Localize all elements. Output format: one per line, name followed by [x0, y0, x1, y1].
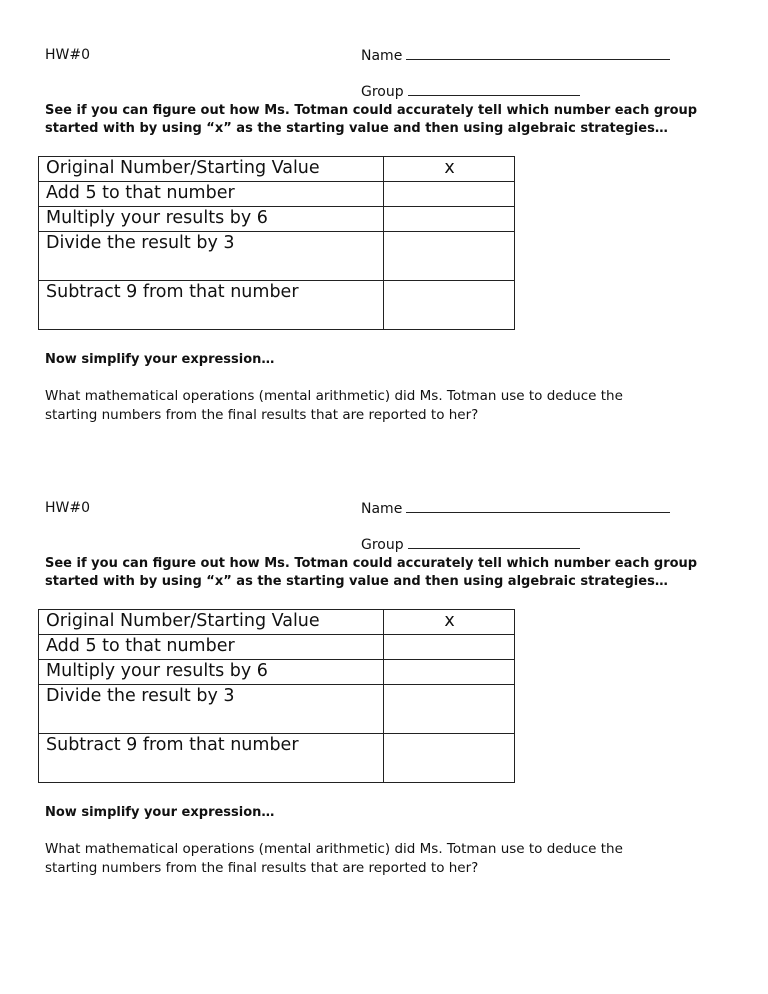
name-label: Name [361, 48, 403, 64]
table-row [39, 182, 515, 207]
instructions [45, 555, 745, 591]
step-cell: Divide the result by 3 [39, 232, 384, 281]
group-blank-line[interactable] [408, 83, 580, 96]
name-blank-line[interactable] [406, 500, 670, 513]
step-cell: Divide the result by 3 [39, 685, 384, 734]
name-field [361, 500, 670, 517]
value-cell[interactable] [384, 281, 515, 330]
step-cell: Original Number/Starting Value [39, 157, 384, 182]
instructions [45, 102, 745, 138]
instructions-line-1: See if you can figure out how Ms. Totman could accurately tell which number each group [45, 103, 698, 118]
step-cell: Subtract 9 from that number [39, 281, 384, 330]
table-row [39, 232, 515, 281]
value-cell[interactable] [384, 635, 515, 660]
question [45, 840, 745, 878]
question-line-1: What mathematical operations (mental arithmetic) did Ms. Totman use to deduce the [45, 388, 623, 404]
worksheet-section-2 [0, 453, 768, 905]
question-line-2: starting numbers from the final results that are reported to her? [45, 407, 479, 423]
value-cell: x [384, 157, 515, 182]
step-cell: Multiply your results by 6 [39, 660, 384, 685]
question-line-2: starting numbers from the final results that are reported to her? [45, 860, 479, 876]
steps-table [38, 156, 515, 330]
instructions-line-1: See if you can figure out how Ms. Totman could accurately tell which number each group [45, 556, 698, 571]
hw-label: HW#0 [45, 500, 91, 516]
hw-label: HW#0 [45, 47, 91, 63]
simplify-prompt: Now simplify your expression… [45, 352, 275, 367]
step-cell: Multiply your results by 6 [39, 207, 384, 232]
simplify-prompt: Now simplify your expression… [45, 805, 275, 820]
table-row [39, 660, 515, 685]
group-label: Group [361, 84, 404, 100]
table-row [39, 635, 515, 660]
group-label: Group [361, 537, 404, 553]
value-cell: x [384, 610, 515, 635]
value-cell[interactable] [384, 660, 515, 685]
step-cell: Add 5 to that number [39, 635, 384, 660]
value-cell[interactable] [384, 734, 515, 783]
instructions-line-2: started with by using “x” as the starting value and then using algebraic strategies… [45, 574, 668, 589]
group-blank-line[interactable] [408, 536, 580, 549]
table-row [39, 207, 515, 232]
table-row [39, 685, 515, 734]
name-blank-line[interactable] [406, 47, 670, 60]
instructions-line-2: started with by using “x” as the starting value and then using algebraic strategies… [45, 121, 668, 136]
step-cell: Subtract 9 from that number [39, 734, 384, 783]
name-field [361, 47, 670, 64]
group-field [361, 536, 580, 553]
value-cell[interactable] [384, 182, 515, 207]
table-row [39, 734, 515, 783]
step-cell: Add 5 to that number [39, 182, 384, 207]
value-cell[interactable] [384, 207, 515, 232]
question [45, 387, 745, 425]
question-line-1: What mathematical operations (mental arithmetic) did Ms. Totman use to deduce the [45, 841, 623, 857]
name-label: Name [361, 501, 403, 517]
value-cell[interactable] [384, 685, 515, 734]
step-cell: Original Number/Starting Value [39, 610, 384, 635]
table-row [39, 281, 515, 330]
group-field [361, 83, 580, 100]
table-row [39, 157, 515, 182]
steps-table [38, 609, 515, 783]
value-cell[interactable] [384, 232, 515, 281]
table-row [39, 610, 515, 635]
worksheet-section-1 [0, 0, 768, 452]
